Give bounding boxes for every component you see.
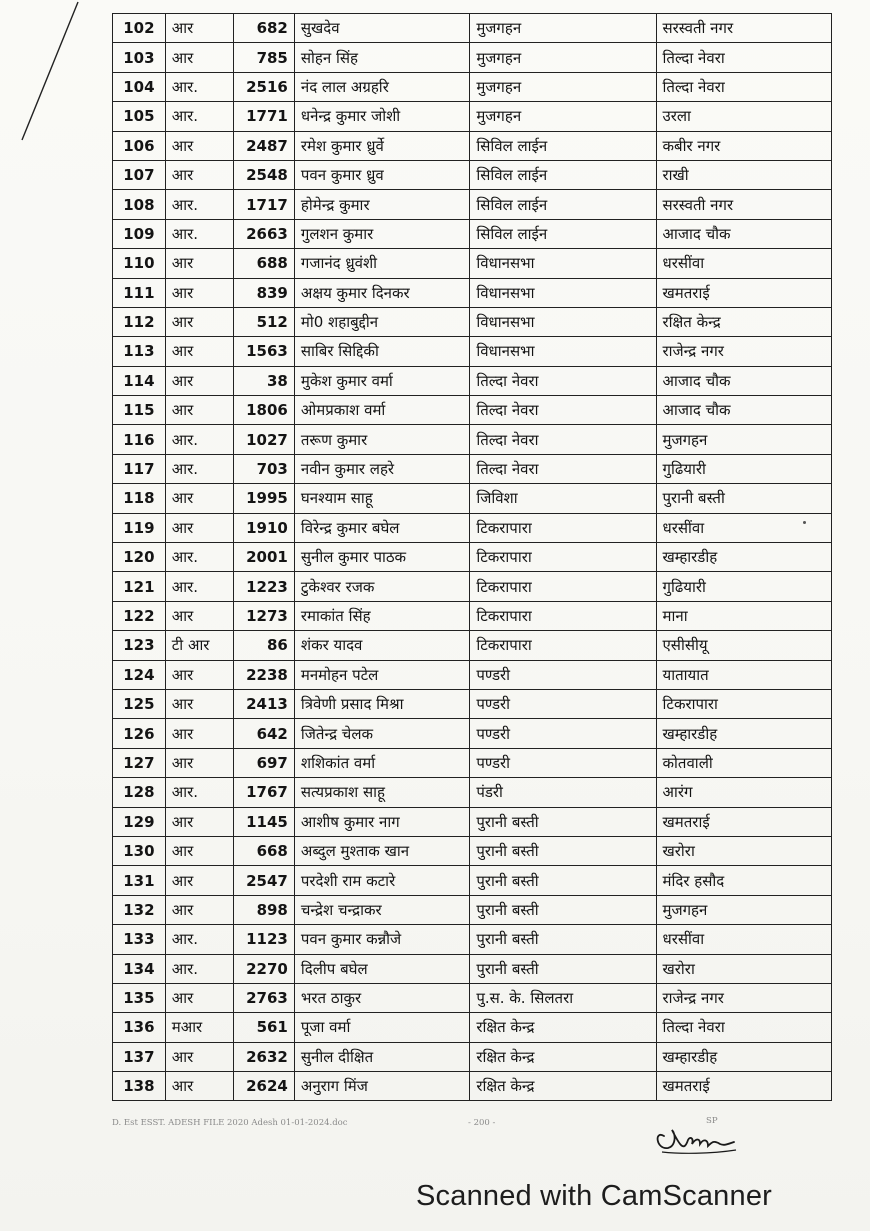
employee-name-cell: ओमप्रकाश वर्मा [294, 396, 469, 425]
rank-cell: आर [165, 307, 233, 336]
employee-name-cell: नंद लाल अग्रहरि [294, 72, 469, 101]
serial-number-cell: 115 [113, 396, 166, 425]
serial-number-cell: 107 [113, 160, 166, 189]
serial-number-cell: 135 [113, 983, 166, 1012]
current-posting-cell: पुरानी बस्ती [470, 954, 656, 983]
serial-number-cell: 124 [113, 660, 166, 689]
badge-number-cell: 1273 [233, 601, 294, 630]
transfer-posting-cell: टिकरापारा [656, 689, 831, 718]
transfer-posting-cell: मुजगहन [656, 895, 831, 924]
serial-number-cell: 118 [113, 484, 166, 513]
employee-name-cell: सुनील कुमार पाठक [294, 543, 469, 572]
table-row [113, 601, 832, 630]
rank-cell: आर. [165, 954, 233, 983]
rank-cell: आर [165, 513, 233, 542]
employee-name-cell: सोहन सिंह [294, 43, 469, 72]
table-row [113, 72, 832, 101]
table-row [113, 660, 832, 689]
current-posting-cell: मुजगहन [470, 72, 656, 101]
transfer-posting-cell: मुजगहन [656, 425, 831, 454]
badge-number-cell: 1995 [233, 484, 294, 513]
rank-cell: आर [165, 396, 233, 425]
footer-sp-mark: SP [706, 1116, 718, 1126]
employee-name-cell: होमेन्द्र कुमार [294, 190, 469, 219]
employee-name-cell: सत्यप्रकाश साहू [294, 778, 469, 807]
current-posting-cell: सिविल लाईन [470, 219, 656, 248]
transfer-posting-cell: आजाद चौक [656, 219, 831, 248]
current-posting-cell: पुरानी बस्ती [470, 807, 656, 836]
badge-number-cell: 1145 [233, 807, 294, 836]
serial-number-cell: 116 [113, 425, 166, 454]
table-row [113, 983, 832, 1012]
badge-number-cell: 38 [233, 366, 294, 395]
employee-name-cell: तरूण कुमार [294, 425, 469, 454]
current-posting-cell: सिविल लाईन [470, 190, 656, 219]
serial-number-cell: 125 [113, 689, 166, 718]
badge-number-cell: 512 [233, 307, 294, 336]
table-row [113, 43, 832, 72]
serial-number-cell: 112 [113, 307, 166, 336]
table-row [113, 14, 832, 43]
table-row [113, 366, 832, 395]
badge-number-cell: 2763 [233, 983, 294, 1012]
badge-number-cell: 2516 [233, 72, 294, 101]
rank-cell: आर [165, 160, 233, 189]
employee-name-cell: शंकर यादव [294, 631, 469, 660]
table-row [113, 102, 832, 131]
employee-name-cell: गुलशन कुमार [294, 219, 469, 248]
serial-number-cell: 128 [113, 778, 166, 807]
current-posting-cell: पण्डरी [470, 748, 656, 777]
current-posting-cell: विधानसभा [470, 278, 656, 307]
transfer-posting-cell: माना [656, 601, 831, 630]
serial-number-cell: 137 [113, 1042, 166, 1071]
badge-number-cell: 898 [233, 895, 294, 924]
table-row [113, 719, 832, 748]
rank-cell: आर [165, 131, 233, 160]
current-posting-cell: मुजगहन [470, 102, 656, 131]
badge-number-cell: 703 [233, 454, 294, 483]
table-row [113, 807, 832, 836]
employee-name-cell: त्रिवेणी प्रसाद मिश्रा [294, 689, 469, 718]
rank-cell: आर [165, 601, 233, 630]
badge-number-cell: 1223 [233, 572, 294, 601]
table-row [113, 778, 832, 807]
badge-number-cell: 1717 [233, 190, 294, 219]
badge-number-cell: 86 [233, 631, 294, 660]
table-row [113, 513, 832, 542]
employee-name-cell: परदेशी राम कटारे [294, 866, 469, 895]
employee-name-cell: आशीष कुमार नाग [294, 807, 469, 836]
badge-number-cell: 2548 [233, 160, 294, 189]
badge-number-cell: 2238 [233, 660, 294, 689]
badge-number-cell: 561 [233, 1013, 294, 1042]
serial-number-cell: 113 [113, 337, 166, 366]
table-row [113, 484, 832, 513]
rank-cell: आर [165, 278, 233, 307]
badge-number-cell: 2487 [233, 131, 294, 160]
transfer-posting-cell: कोतवाली [656, 748, 831, 777]
roster-body [113, 14, 832, 1101]
badge-number-cell: 697 [233, 748, 294, 777]
current-posting-cell: पुरानी बस्ती [470, 925, 656, 954]
serial-number-cell: 127 [113, 748, 166, 777]
footer-page-number: - 200 - [468, 1118, 496, 1128]
table-row [113, 689, 832, 718]
rank-cell: आर [165, 807, 233, 836]
rank-cell: आर. [165, 72, 233, 101]
rank-cell: आर [165, 337, 233, 366]
rank-cell: आर [165, 866, 233, 895]
serial-number-cell: 103 [113, 43, 166, 72]
badge-number-cell: 1123 [233, 925, 294, 954]
rank-cell: आर. [165, 425, 233, 454]
current-posting-cell: विधानसभा [470, 307, 656, 336]
transfer-posting-cell: यातायात [656, 660, 831, 689]
current-posting-cell: पण्डरी [470, 660, 656, 689]
rank-cell: आर [165, 748, 233, 777]
serial-number-cell: 105 [113, 102, 166, 131]
rank-cell: आर [165, 1072, 233, 1101]
transfer-posting-cell: खम्हारडीह [656, 719, 831, 748]
rank-cell: आर. [165, 778, 233, 807]
employee-name-cell: भरत ठाकुर [294, 983, 469, 1012]
table-row [113, 337, 832, 366]
serial-number-cell: 129 [113, 807, 166, 836]
rank-cell: आर [165, 366, 233, 395]
rank-cell: आर. [165, 102, 233, 131]
rank-cell: मआर [165, 1013, 233, 1042]
table-row [113, 131, 832, 160]
serial-number-cell: 114 [113, 366, 166, 395]
rank-cell: आर [165, 484, 233, 513]
current-posting-cell: पुरानी बस्ती [470, 895, 656, 924]
current-posting-cell: पुरानी बस्ती [470, 836, 656, 865]
transfer-posting-cell: राजेन्द्र नगर [656, 983, 831, 1012]
employee-name-cell: अब्दुल मुश्ताक खान [294, 836, 469, 865]
serial-number-cell: 104 [113, 72, 166, 101]
current-posting-cell: सिविल लाईन [470, 131, 656, 160]
serial-number-cell: 119 [113, 513, 166, 542]
serial-number-cell: 126 [113, 719, 166, 748]
employee-name-cell: पवन कुमार ध्रुव [294, 160, 469, 189]
badge-number-cell: 2624 [233, 1072, 294, 1101]
transfer-posting-cell: धरसींवा [656, 925, 831, 954]
employee-name-cell: मो0 शहाबुद्दीन [294, 307, 469, 336]
serial-number-cell: 108 [113, 190, 166, 219]
current-posting-cell: पण्डरी [470, 689, 656, 718]
table-row [113, 1072, 832, 1101]
table-row [113, 925, 832, 954]
rank-cell: टी आर [165, 631, 233, 660]
badge-number-cell: 2270 [233, 954, 294, 983]
transfer-posting-cell: सरस्वती नगर [656, 190, 831, 219]
rank-cell: आर [165, 895, 233, 924]
transfer-posting-cell: मंदिर हसौद [656, 866, 831, 895]
rank-cell: आर [165, 660, 233, 689]
table-row [113, 396, 832, 425]
rank-cell: आर. [165, 543, 233, 572]
employee-name-cell: जितेन्द्र चेलक [294, 719, 469, 748]
current-posting-cell: तिल्दा नेवरा [470, 425, 656, 454]
current-posting-cell: पु.स. के. सिलतरा [470, 983, 656, 1012]
current-posting-cell: पंडरी [470, 778, 656, 807]
badge-number-cell: 839 [233, 278, 294, 307]
current-posting-cell: विधानसभा [470, 337, 656, 366]
transfer-posting-cell: राजेन्द्र नगर [656, 337, 831, 366]
employee-name-cell: नवीन कुमार लहरे [294, 454, 469, 483]
badge-number-cell: 1771 [233, 102, 294, 131]
current-posting-cell: रक्षित केन्द्र [470, 1042, 656, 1071]
transfer-posting-cell: तिल्दा नेवरा [656, 43, 831, 72]
current-posting-cell: सिविल लाईन [470, 160, 656, 189]
table-row [113, 160, 832, 189]
current-posting-cell: तिल्दा नेवरा [470, 366, 656, 395]
badge-number-cell: 2663 [233, 219, 294, 248]
table-row [113, 1013, 832, 1042]
badge-number-cell: 642 [233, 719, 294, 748]
badge-number-cell: 1563 [233, 337, 294, 366]
badge-number-cell: 1910 [233, 513, 294, 542]
serial-number-cell: 122 [113, 601, 166, 630]
margin-pen-mark [20, 0, 80, 160]
table-row [113, 307, 832, 336]
rank-cell: आर. [165, 925, 233, 954]
serial-number-cell: 132 [113, 895, 166, 924]
serial-number-cell: 136 [113, 1013, 166, 1042]
transfer-posting-cell: रक्षित केन्द्र [656, 307, 831, 336]
transfer-posting-cell: तिल्दा नेवरा [656, 72, 831, 101]
table-row [113, 954, 832, 983]
serial-number-cell: 130 [113, 836, 166, 865]
employee-name-cell: गजानंद ध्रुवंशी [294, 249, 469, 278]
serial-number-cell: 133 [113, 925, 166, 954]
serial-number-cell: 134 [113, 954, 166, 983]
badge-number-cell: 682 [233, 14, 294, 43]
current-posting-cell: विधानसभा [470, 249, 656, 278]
employee-name-cell: पवन कुमार कन्नौजे [294, 925, 469, 954]
transfer-posting-cell: खमतराई [656, 278, 831, 307]
employee-name-cell: मनमोहन पटेल [294, 660, 469, 689]
transfer-posting-cell: सरस्वती नगर [656, 14, 831, 43]
employee-name-cell: शशिकांत वर्मा [294, 748, 469, 777]
rank-cell: आर [165, 689, 233, 718]
transfer-posting-cell: धरसींवा [656, 513, 831, 542]
employee-name-cell: पूजा वर्मा [294, 1013, 469, 1042]
table-row [113, 1042, 832, 1071]
transfer-posting-cell: आरंग [656, 778, 831, 807]
badge-number-cell: 1767 [233, 778, 294, 807]
badge-number-cell: 2547 [233, 866, 294, 895]
employee-name-cell: धनेन्द्र कुमार जोशी [294, 102, 469, 131]
employee-name-cell: मुकेश कुमार वर्मा [294, 366, 469, 395]
transfer-posting-cell: खम्हारडीह [656, 543, 831, 572]
transfer-posting-cell: खरोरा [656, 836, 831, 865]
current-posting-cell: तिल्दा नेवरा [470, 454, 656, 483]
rank-cell: आर. [165, 572, 233, 601]
serial-number-cell: 102 [113, 14, 166, 43]
employee-name-cell: रमेश कुमार ध्रुर्वे [294, 131, 469, 160]
current-posting-cell: पुरानी बस्ती [470, 866, 656, 895]
current-posting-cell: तिल्दा नेवरा [470, 396, 656, 425]
employee-name-cell: अनुराग मिंज [294, 1072, 469, 1101]
serial-number-cell: 121 [113, 572, 166, 601]
table-row [113, 866, 832, 895]
serial-number-cell: 120 [113, 543, 166, 572]
table-row [113, 895, 832, 924]
serial-number-cell: 109 [113, 219, 166, 248]
table-row [113, 748, 832, 777]
employee-name-cell: सुनील दीक्षित [294, 1042, 469, 1071]
table-row [113, 278, 832, 307]
rank-cell: आर [165, 719, 233, 748]
current-posting-cell: रक्षित केन्द्र [470, 1072, 656, 1101]
current-posting-cell: टिकरापारा [470, 513, 656, 542]
rank-cell: आर [165, 14, 233, 43]
table-row [113, 454, 832, 483]
transfer-posting-cell: धरसींवा [656, 249, 831, 278]
employee-name-cell: साबिर सिद्दिकी [294, 337, 469, 366]
table-row [113, 572, 832, 601]
current-posting-cell: टिकरापारा [470, 631, 656, 660]
serial-number-cell: 117 [113, 454, 166, 483]
transfer-posting-cell: खमतराई [656, 1072, 831, 1101]
transfer-posting-cell: खरोरा [656, 954, 831, 983]
transfer-posting-cell: आजाद चौक [656, 366, 831, 395]
transfer-posting-cell: गुढियारी [656, 454, 831, 483]
transfer-posting-cell: खमतराई [656, 807, 831, 836]
scan-speck [803, 521, 806, 524]
current-posting-cell: टिकरापारा [470, 601, 656, 630]
current-posting-cell: मुजगहन [470, 14, 656, 43]
employee-name-cell: विरेन्द्र कुमार बघेल [294, 513, 469, 542]
table-row [113, 190, 832, 219]
current-posting-cell: टिकरापारा [470, 572, 656, 601]
transfer-posting-cell: एसीसीयू [656, 631, 831, 660]
badge-number-cell: 2632 [233, 1042, 294, 1071]
table-row [113, 631, 832, 660]
camscanner-watermark: Scanned with CamScanner [416, 1180, 773, 1212]
table-row [113, 425, 832, 454]
employee-name-cell: चन्द्रेश चन्द्राकर [294, 895, 469, 924]
badge-number-cell: 785 [233, 43, 294, 72]
serial-number-cell: 106 [113, 131, 166, 160]
current-posting-cell: जिविशा [470, 484, 656, 513]
transfer-posting-cell: राखी [656, 160, 831, 189]
serial-number-cell: 110 [113, 249, 166, 278]
rank-cell: आर [165, 249, 233, 278]
badge-number-cell: 2413 [233, 689, 294, 718]
employee-name-cell: अक्षय कुमार दिनकर [294, 278, 469, 307]
rank-cell: आर [165, 983, 233, 1012]
current-posting-cell: रक्षित केन्द्र [470, 1013, 656, 1042]
employee-name-cell: टुकेश्वर रजक [294, 572, 469, 601]
footer-file-path: D. Est ESST. ADESH FILE 2020 Adesh 01-01-2024.doc [112, 1118, 348, 1128]
rank-cell: आर [165, 43, 233, 72]
serial-number-cell: 123 [113, 631, 166, 660]
transfer-posting-cell: कबीर नगर [656, 131, 831, 160]
serial-number-cell: 138 [113, 1072, 166, 1101]
transfer-posting-cell: गुढियारी [656, 572, 831, 601]
employee-name-cell: घनश्याम साहू [294, 484, 469, 513]
badge-number-cell: 1806 [233, 396, 294, 425]
badge-number-cell: 668 [233, 836, 294, 865]
employee-name-cell: रमाकांत सिंह [294, 601, 469, 630]
current-posting-cell: पण्डरी [470, 719, 656, 748]
serial-number-cell: 111 [113, 278, 166, 307]
rank-cell: आर. [165, 454, 233, 483]
table-row [113, 249, 832, 278]
employee-name-cell: सुखदेव [294, 14, 469, 43]
rank-cell: आर. [165, 219, 233, 248]
badge-number-cell: 2001 [233, 543, 294, 572]
transfer-posting-cell: पुरानी बस्ती [656, 484, 831, 513]
transfer-roster-table [112, 13, 832, 1101]
table-row [113, 543, 832, 572]
serial-number-cell: 131 [113, 866, 166, 895]
table-row [113, 219, 832, 248]
employee-name-cell: दिलीप बघेल [294, 954, 469, 983]
current-posting-cell: टिकरापारा [470, 543, 656, 572]
table-row [113, 836, 832, 865]
transfer-posting-cell: उरला [656, 102, 831, 131]
rank-cell: आर [165, 1042, 233, 1071]
current-posting-cell: मुजगहन [470, 43, 656, 72]
transfer-posting-cell: तिल्दा नेवरा [656, 1013, 831, 1042]
rank-cell: आर. [165, 190, 233, 219]
rank-cell: आर [165, 836, 233, 865]
transfer-posting-cell: खम्हारडीह [656, 1042, 831, 1071]
signature-icon [650, 1116, 742, 1158]
badge-number-cell: 1027 [233, 425, 294, 454]
badge-number-cell: 688 [233, 249, 294, 278]
transfer-posting-cell: आजाद चौक [656, 396, 831, 425]
